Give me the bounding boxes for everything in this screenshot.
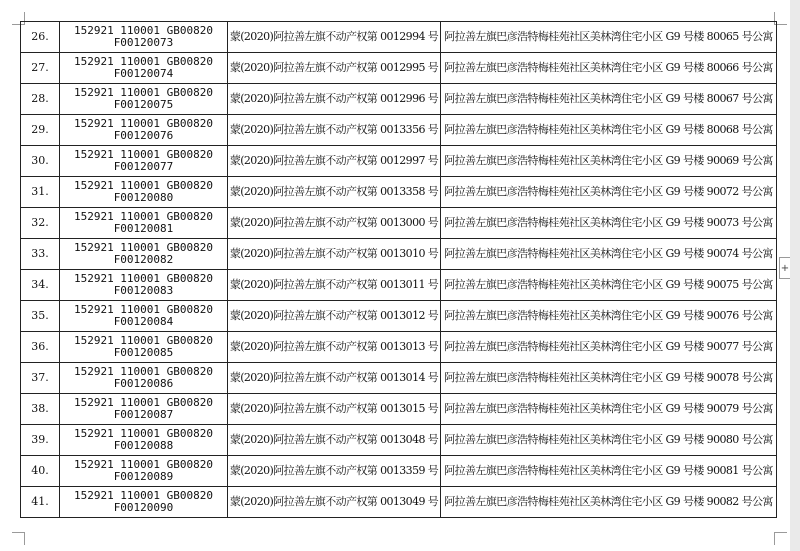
parcel-code-line1: 152921 110001 GB00820 [73,458,214,471]
property-address: 阿拉善左旗巴彦浩特梅桂苑社区美林湾住宅小区 G9 号楼 90072 号公寓 [441,177,777,208]
certificate-number: 蒙(2020)阿拉善左旗不动产权第 0013015 号 [228,394,441,425]
property-records-table [20,21,777,518]
certificate-number: 蒙(2020)阿拉善左旗不动产权第 0012996 号 [228,84,441,115]
parcel-code-line2: F00120086 [113,377,174,390]
parcel-code-line2: F00120089 [113,470,174,483]
table-row [21,84,777,115]
parcel-code-cell [60,456,228,487]
row-number: 41. [21,487,60,518]
certificate-number: 蒙(2020)阿拉善左旗不动产权第 0013012 号 [228,301,441,332]
certificate-number: 蒙(2020)阿拉善左旗不动产权第 0013011 号 [228,270,441,301]
parcel-code-line2: F00120081 [113,222,174,235]
certificate-number: 蒙(2020)阿拉善左旗不动产权第 0013358 号 [228,177,441,208]
parcel-code-line1: 152921 110001 GB00820 [73,148,214,161]
parcel-code-line2: F00120083 [113,284,174,297]
table-row [21,487,777,518]
parcel-code-line1: 152921 110001 GB00820 [73,272,214,285]
parcel-code-cell [60,301,228,332]
certificate-number: 蒙(2020)阿拉善左旗不动产权第 0012997 号 [228,146,441,177]
row-number: 27. [21,53,60,84]
parcel-code-line2: F00120087 [113,408,174,421]
crop-mark-bottom-right [774,532,787,545]
table-row [21,394,777,425]
parcel-code-line1: 152921 110001 GB00820 [73,427,214,440]
table-row [21,146,777,177]
property-address: 阿拉善左旗巴彦浩特梅桂苑社区美林湾住宅小区 G9 号楼 80068 号公寓 [441,115,777,146]
table-row [21,270,777,301]
parcel-code-cell [60,146,228,177]
property-address: 阿拉善左旗巴彦浩特梅桂苑社区美林湾住宅小区 G9 号楼 90077 号公寓 [441,332,777,363]
parcel-code-line1: 152921 110001 GB00820 [73,55,214,68]
certificate-number: 蒙(2020)阿拉善左旗不动产权第 0013359 号 [228,456,441,487]
parcel-code-cell [60,239,228,270]
plus-icon: + [780,263,790,274]
parcel-code-line1: 152921 110001 GB00820 [73,489,214,502]
table-row [21,425,777,456]
certificate-number: 蒙(2020)阿拉善左旗不动产权第 0013013 号 [228,332,441,363]
property-address: 阿拉善左旗巴彦浩特梅桂苑社区美林湾住宅小区 G9 号楼 90082 号公寓 [441,487,777,518]
table-row [21,177,777,208]
parcel-code-line1: 152921 110001 GB00820 [73,117,214,130]
parcel-code-line2: F00120073 [113,36,174,49]
property-address: 阿拉善左旗巴彦浩特梅桂苑社区美林湾住宅小区 G9 号楼 90069 号公寓 [441,146,777,177]
certificate-number: 蒙(2020)阿拉善左旗不动产权第 0013014 号 [228,363,441,394]
parcel-code-line2: F00120076 [113,129,174,142]
records-table-body [21,22,777,518]
property-address: 阿拉善左旗巴彦浩特梅桂苑社区美林湾住宅小区 G9 号楼 80067 号公寓 [441,84,777,115]
row-number: 37. [21,363,60,394]
row-number: 36. [21,332,60,363]
row-number: 38. [21,394,60,425]
property-address: 阿拉善左旗巴彦浩特梅桂苑社区美林湾住宅小区 G9 号楼 90074 号公寓 [441,239,777,270]
parcel-code-line2: F00120082 [113,253,174,266]
parcel-code-line2: F00120088 [113,439,174,452]
parcel-code-cell [60,425,228,456]
parcel-code-line1: 152921 110001 GB00820 [73,396,214,409]
row-number: 34. [21,270,60,301]
table-row [21,22,777,53]
parcel-code-cell [60,22,228,53]
table-row [21,332,777,363]
parcel-code-cell [60,363,228,394]
parcel-code-line1: 152921 110001 GB00820 [73,24,214,37]
certificate-number: 蒙(2020)阿拉善左旗不动产权第 0013048 号 [228,425,441,456]
property-address: 阿拉善左旗巴彦浩特梅桂苑社区美林湾住宅小区 G9 号楼 90079 号公寓 [441,394,777,425]
property-address: 阿拉善左旗巴彦浩特梅桂苑社区美林湾住宅小区 G9 号楼 90075 号公寓 [441,270,777,301]
certificate-number: 蒙(2020)阿拉善左旗不动产权第 0012995 号 [228,53,441,84]
parcel-code-line1: 152921 110001 GB00820 [73,334,214,347]
parcel-code-line2: F00120085 [113,346,174,359]
row-number: 31. [21,177,60,208]
property-address: 阿拉善左旗巴彦浩特梅桂苑社区美林湾住宅小区 G9 号楼 90073 号公寓 [441,208,777,239]
row-number: 33. [21,239,60,270]
table-row [21,363,777,394]
parcel-code-line2: F00120075 [113,98,174,111]
parcel-code-line1: 152921 110001 GB00820 [73,210,214,223]
property-address: 阿拉善左旗巴彦浩特梅桂苑社区美林湾住宅小区 G9 号楼 80065 号公寓 [441,22,777,53]
parcel-code-cell [60,487,228,518]
parcel-code-line2: F00120080 [113,191,174,204]
property-address: 阿拉善左旗巴彦浩特梅桂苑社区美林湾住宅小区 G9 号楼 80066 号公寓 [441,53,777,84]
table-row [21,115,777,146]
parcel-code-line1: 152921 110001 GB00820 [73,303,214,316]
parcel-code-line1: 152921 110001 GB00820 [73,365,214,378]
certificate-number: 蒙(2020)阿拉善左旗不动产权第 0013356 号 [228,115,441,146]
table-row [21,208,777,239]
parcel-code-line1: 152921 110001 GB00820 [73,241,214,254]
certificate-number: 蒙(2020)阿拉善左旗不动产权第 0013000 号 [228,208,441,239]
row-number: 39. [21,425,60,456]
parcel-code-cell [60,394,228,425]
row-number: 40. [21,456,60,487]
property-address: 阿拉善左旗巴彦浩特梅桂苑社区美林湾住宅小区 G9 号楼 90081 号公寓 [441,456,777,487]
row-number: 28. [21,84,60,115]
parcel-code-cell [60,177,228,208]
table-row [21,53,777,84]
parcel-code-cell [60,332,228,363]
parcel-code-cell [60,53,228,84]
parcel-code-cell [60,208,228,239]
table-row [21,301,777,332]
parcel-code-cell [60,115,228,146]
parcel-code-cell [60,270,228,301]
parcel-code-line2: F00120090 [113,501,174,514]
property-address: 阿拉善左旗巴彦浩特梅桂苑社区美林湾住宅小区 G9 号楼 90076 号公寓 [441,301,777,332]
parcel-code-line1: 152921 110001 GB00820 [73,86,214,99]
certificate-number: 蒙(2020)阿拉善左旗不动产权第 0012994 号 [228,22,441,53]
crop-mark-bottom-left [12,532,25,545]
row-number: 26. [21,22,60,53]
parcel-code-line2: F00120077 [113,160,174,173]
parcel-code-line1: 152921 110001 GB00820 [73,179,214,192]
certificate-number: 蒙(2020)阿拉善左旗不动产权第 0013049 号 [228,487,441,518]
document-scroll-area[interactable] [790,0,800,551]
property-address: 阿拉善左旗巴彦浩特梅桂苑社区美林湾住宅小区 G9 号楼 90078 号公寓 [441,363,777,394]
table-row [21,456,777,487]
property-address: 阿拉善左旗巴彦浩特梅桂苑社区美林湾住宅小区 G9 号楼 90080 号公寓 [441,425,777,456]
row-number: 29. [21,115,60,146]
parcel-code-line2: F00120084 [113,315,174,328]
row-number: 32. [21,208,60,239]
row-number: 30. [21,146,60,177]
row-number: 35. [21,301,60,332]
parcel-code-cell [60,84,228,115]
parcel-code-line2: F00120074 [113,67,174,80]
certificate-number: 蒙(2020)阿拉善左旗不动产权第 0013010 号 [228,239,441,270]
table-row [21,239,777,270]
